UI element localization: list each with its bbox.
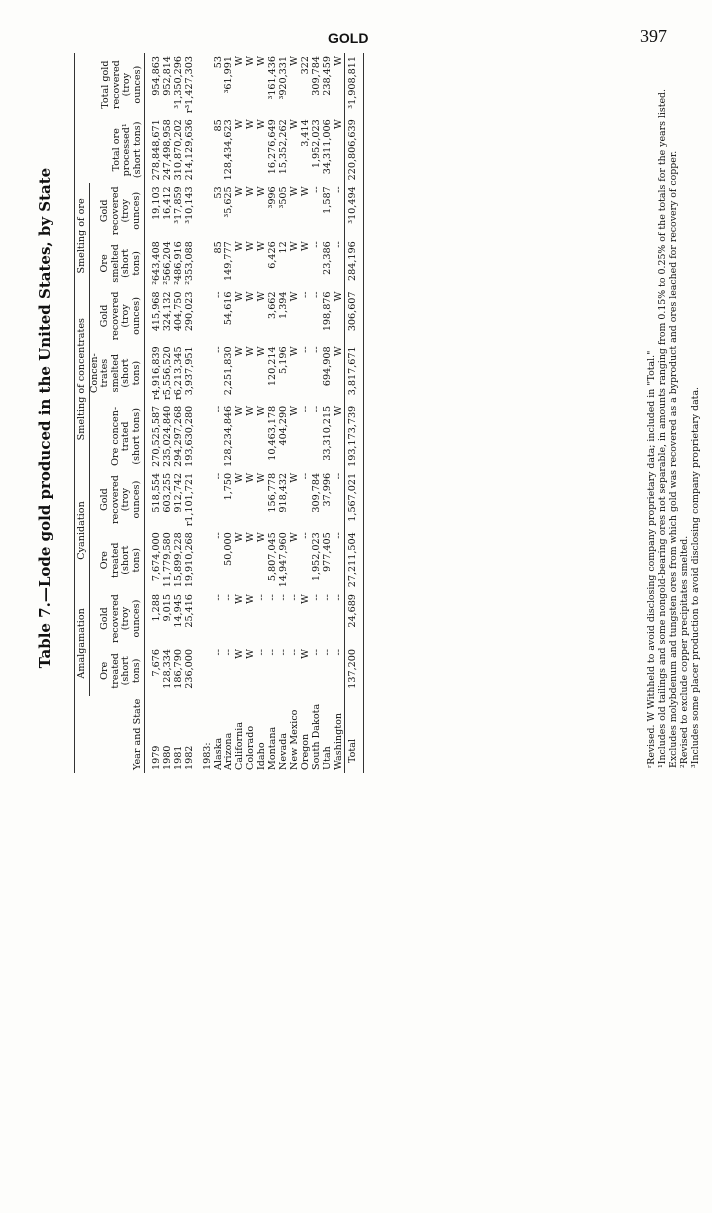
- row-label: Alaska: [212, 737, 224, 770]
- table-footnotes: [646, 48, 701, 768]
- table-cell: --: [321, 649, 333, 656]
- row-label: South Dakota: [310, 703, 322, 770]
- table-cell: --: [299, 291, 311, 298]
- table-cell: --: [223, 649, 235, 656]
- table-cell: 310,870,202: [172, 119, 184, 181]
- table-cell: r³1,427,303: [183, 56, 195, 114]
- table-cell: W: [288, 472, 300, 483]
- table-cell: r4,916,839: [151, 346, 162, 400]
- col-total-gold: Total gold recovered (troy ounces): [75, 53, 145, 116]
- table-cell: W: [245, 532, 257, 543]
- table-cell: 1,394: [277, 291, 289, 319]
- table-cell: 7,676: [151, 649, 162, 677]
- table-cell: W: [245, 56, 257, 66]
- table-cell: ³10,494: [345, 183, 359, 238]
- row-label: 1981: [172, 745, 184, 770]
- row-label: Idaho: [256, 742, 268, 770]
- table-cell: W: [234, 594, 246, 604]
- footnote-revised: ʳRevised. W Withheld to avoid disclosing company proprietary data; included in "Total.": [646, 350, 657, 768]
- table-cell: 918,432: [277, 472, 289, 513]
- table-cell: --: [299, 405, 311, 413]
- table-cell: 404,290: [277, 405, 289, 446]
- table-cell: 5,196: [277, 346, 289, 374]
- table-cell: ³161,436: [267, 56, 279, 100]
- table-cell: --: [212, 594, 224, 601]
- table-cell: --: [332, 532, 344, 539]
- running-header-section: GOLD: [328, 30, 369, 46]
- table-cell: --: [267, 594, 279, 601]
- row-label: Arizona: [223, 732, 235, 770]
- table-cell: --: [212, 472, 224, 480]
- table-cell: W: [245, 186, 257, 197]
- table-cell: --: [212, 346, 224, 353]
- table-cell: 15,352,262: [277, 119, 289, 175]
- table-cell: W: [245, 291, 257, 302]
- table-cell: W: [256, 532, 268, 543]
- table-cell: 309,784: [310, 472, 322, 513]
- table-row-south-dakota: [312, 53, 323, 773]
- row-label: 1982: [183, 745, 195, 770]
- table-cell: 15,899,228: [172, 532, 184, 588]
- table-cell: --: [310, 241, 322, 248]
- table-cell: W: [234, 186, 246, 197]
- group-smelting-concentrates: Smelting of concentrates: [75, 288, 90, 469]
- table-cell: W: [288, 186, 300, 197]
- table-cell: 3,662: [267, 291, 279, 319]
- rotated-table-sheet: [36, 48, 706, 788]
- col-concentrates-smelted: Concen-trates smelted (short tons): [89, 343, 145, 402]
- table-cell: ³1,350,296: [172, 56, 184, 109]
- footnote-2: ²Revised to exclude copper precipitates smelted.: [679, 535, 690, 768]
- table-cell: 415,968: [151, 291, 162, 332]
- table-cell: 694,908: [321, 346, 333, 387]
- table-cell: --: [332, 649, 344, 656]
- table-cell: 3,937,951: [183, 346, 195, 396]
- table-cell: --: [310, 186, 322, 193]
- table-cell: --: [212, 291, 224, 298]
- table-cell: 324,132: [161, 291, 173, 332]
- group-smelting-ore: Smelting of ore: [75, 183, 90, 288]
- table-cell: 1,952,023: [310, 119, 322, 169]
- table-cell: 156,778: [267, 472, 279, 513]
- table-cell: --: [332, 241, 344, 248]
- table-cell: --: [277, 594, 289, 601]
- table-cell: 19,103: [151, 186, 162, 220]
- row-label: Montana: [267, 726, 279, 770]
- table-cell: 236,000: [183, 649, 195, 689]
- table-row-total: [345, 53, 359, 773]
- table-cell: --: [332, 186, 344, 193]
- table-cell: --: [267, 649, 279, 656]
- table-cell: ³17,859: [172, 186, 184, 224]
- row-label: 1980: [161, 745, 173, 770]
- table-cell: W: [288, 241, 300, 252]
- table-cell: 50,000: [223, 532, 235, 566]
- col-conc-gold: Gold recovered (troy ounces): [89, 288, 145, 343]
- table-cell: W: [256, 346, 268, 357]
- table-cell: W: [332, 56, 344, 66]
- table-cell: W: [288, 532, 300, 543]
- table-cell: 186,790: [172, 649, 184, 689]
- table-cell: 247,498,958: [161, 119, 173, 181]
- table-cell: 294,297,268: [172, 405, 184, 467]
- table-cell: W: [245, 405, 257, 416]
- table-cell: 603,255: [161, 472, 173, 513]
- table-cell: 518,554: [151, 472, 162, 513]
- table-cell: W: [234, 56, 246, 66]
- table-cell: W: [234, 241, 246, 252]
- table-cell: 128,434,623: [223, 119, 235, 181]
- table-cell: W: [288, 291, 300, 302]
- table-cell: ³10,143: [183, 186, 195, 224]
- table-cell: W: [245, 594, 257, 604]
- table-cell: W: [332, 119, 344, 130]
- table-cell: 284,196: [345, 238, 359, 288]
- table-cell: --: [299, 346, 311, 353]
- table-cell: 85: [212, 241, 224, 254]
- table-cell: W: [288, 405, 300, 416]
- table-cell: 193,173,739: [345, 403, 359, 470]
- table-cell: --: [223, 594, 235, 601]
- table-cell: 53: [212, 186, 224, 199]
- col-amal-ore: Ore treated (short tons): [89, 646, 145, 696]
- table-cell: W: [245, 241, 257, 252]
- col-ore-concentrated: Ore concen-trated (short tons): [89, 403, 145, 470]
- table-cell: 14,947,960: [277, 532, 289, 588]
- table-cell: W: [234, 472, 246, 483]
- table-cell: 193,630,280: [183, 405, 195, 467]
- col-cyan-ore: Ore treated (short tons): [89, 529, 145, 591]
- table-cell: --: [299, 472, 311, 480]
- table-cell: W: [245, 472, 257, 483]
- table-cell: 912,742: [172, 472, 184, 513]
- table-cell: ³920,331: [277, 56, 289, 100]
- table-cell: 954,863: [151, 56, 162, 96]
- row-label: Oregon: [299, 733, 311, 770]
- row-label: Total: [345, 696, 359, 773]
- table-cell: 16,276,649: [267, 119, 279, 175]
- table-cell: 7,674,000: [151, 532, 162, 582]
- row-label: New Mexico: [288, 709, 300, 770]
- row-label: California: [234, 721, 246, 770]
- table-cell: 12: [277, 241, 289, 254]
- table-cell: W: [288, 119, 300, 130]
- year-1983-heading-row: [203, 53, 214, 773]
- table-cell: 322: [299, 56, 311, 75]
- table-cell: 128,234,846: [223, 405, 235, 467]
- table-cell: 1,567,021: [345, 470, 359, 529]
- table-cell: 23,386: [321, 241, 333, 275]
- table-cell: 238,459: [321, 56, 333, 96]
- table-cell: --: [288, 649, 300, 656]
- table-cell: --: [332, 472, 344, 480]
- table-cell: ³996: [267, 186, 279, 209]
- table-cell: --: [212, 649, 224, 656]
- table-cell: W: [256, 56, 268, 66]
- table-cell: --: [256, 594, 268, 601]
- col-ore-smelted: Ore smelted (short tons): [89, 238, 145, 288]
- table-cell: 309,784: [310, 56, 322, 96]
- table-cell: 34,311,006: [321, 119, 333, 175]
- table-cell: W: [299, 594, 311, 604]
- row-label: Washington: [332, 712, 344, 770]
- table-cell: --: [288, 594, 300, 601]
- table-cell: 24,689: [345, 591, 359, 646]
- table-cell: W: [234, 532, 246, 543]
- table-title: Table 7.—Lode gold produced in the United States, by State: [36, 167, 54, 669]
- lode-gold-table: [74, 53, 364, 773]
- table-cell: --: [212, 405, 224, 413]
- table-cell: W: [234, 346, 246, 357]
- table-cell: --: [299, 532, 311, 539]
- table-cell: ³61,991: [223, 56, 235, 94]
- table-cell: ²353,088: [183, 241, 195, 285]
- table-cell: 235,024,840: [161, 405, 173, 467]
- table-cell: 404,750: [172, 291, 184, 332]
- table-cell: 220,806,639: [345, 116, 359, 183]
- col-cyan-gold: Gold recovered (troy ounces): [89, 470, 145, 529]
- table-cell: W: [288, 346, 300, 357]
- row-label: Utah: [321, 746, 333, 770]
- table-cell: 2,251,830: [223, 346, 235, 396]
- table-cell: --: [310, 594, 322, 601]
- table-cell: 149,777: [223, 241, 235, 281]
- group-amalgamation: Amalgamation: [75, 591, 90, 696]
- page-number: 397: [640, 26, 667, 46]
- table-cell: 278,848,671: [151, 119, 162, 181]
- table-cell: W: [288, 56, 300, 66]
- table-cell: 3,817,671: [345, 343, 359, 402]
- table-cell: W: [245, 649, 257, 659]
- row-label: Colorado: [245, 725, 257, 770]
- footnote-3: ³Includes some placer production to avoid disclosing company proprietary data.: [690, 386, 701, 768]
- row-label: 1979: [151, 745, 162, 770]
- table-cell: --: [212, 532, 224, 539]
- col-smelt-gold: Gold recovered (troy ounces): [89, 183, 145, 238]
- table-cell: W: [234, 291, 246, 302]
- table-cell: W: [299, 649, 311, 659]
- col-total-ore: Total ore processed¹ (short tons): [75, 116, 145, 183]
- table-cell: 1,288: [151, 594, 162, 622]
- table-cell: 306,607: [345, 288, 359, 343]
- table-cell: --: [256, 649, 268, 656]
- table-cell: W: [234, 649, 246, 659]
- table-cell: ²566,204: [161, 241, 173, 285]
- table-cell: 1,750: [223, 472, 235, 501]
- table-cell: 85: [212, 119, 224, 132]
- table-row-1982: [185, 53, 196, 773]
- table-cell: 5,807,045: [267, 532, 279, 582]
- table-row-new-mexico: [290, 53, 301, 773]
- table-cell: 19,910,268: [183, 532, 195, 588]
- table-cell: ²643,408: [151, 241, 162, 285]
- table-cell: W: [332, 346, 344, 357]
- table-cell: 33,310,215: [321, 405, 333, 461]
- row-label: Nevada: [277, 732, 289, 770]
- table-cell: W: [299, 241, 311, 252]
- table-cell: 9,015: [161, 594, 173, 622]
- table-row-washington: [334, 53, 345, 773]
- table-cell: 16,412: [161, 186, 173, 220]
- table-cell: r5,556,520: [161, 346, 173, 400]
- table-cell: W: [256, 119, 268, 130]
- table-cell: 270,525,587: [151, 405, 162, 467]
- table-cell: ³505: [277, 186, 289, 209]
- table-cell: 198,876: [321, 291, 333, 332]
- table-cell: r6,213,345: [172, 346, 184, 400]
- table-cell: 10,463,178: [267, 405, 279, 461]
- table-cell: --: [277, 649, 289, 656]
- table-cell: 25,416: [183, 594, 195, 628]
- table-cell: W: [256, 241, 268, 252]
- table-cell: 6,426: [267, 241, 279, 269]
- table-cell: ²486,916: [172, 241, 184, 285]
- table-cell: 27,211,504: [345, 529, 359, 591]
- table-cell: --: [310, 405, 322, 413]
- table-cell: ³5,625: [223, 186, 235, 218]
- col-amal-gold: Gold recovered (troy ounces): [89, 591, 145, 646]
- year-1983-label: 1983:: [201, 742, 213, 770]
- table-cell: --: [310, 649, 322, 656]
- group-cyanidation: Cyanidation: [75, 470, 90, 591]
- table-cell: --: [310, 291, 322, 298]
- table-cell: --: [310, 346, 322, 353]
- table-cell: W: [256, 186, 268, 197]
- table-cell: W: [256, 405, 268, 416]
- table-cell: 137,200: [345, 646, 359, 696]
- table-cell: 37,996: [321, 472, 333, 507]
- table-cell: 952,814: [161, 56, 173, 96]
- table-cell: --: [332, 594, 344, 601]
- table-cell: W: [234, 405, 246, 416]
- table-cell: W: [256, 291, 268, 302]
- table-cell: 214,129,636: [183, 119, 195, 181]
- table-cell: W: [245, 119, 257, 130]
- table-cell: 53: [212, 56, 224, 69]
- table-cell: ³1,908,811: [345, 53, 359, 116]
- table-cell: 3,414: [299, 119, 311, 147]
- footnote-1: ¹Includes old tailings and some nongold-bearing ores not separable, in amounts ranging from 0.15% to 0.25% of the totals for the years listed. Excludes molybdenum and tungsten ores from which gold was recovered as a byproduct and ores leached for recovery of copper.: [657, 89, 679, 768]
- table-cell: W: [245, 346, 257, 357]
- table-cell: 1,587: [321, 186, 333, 214]
- table-cell: 54,616: [223, 291, 235, 326]
- table-cell: --: [321, 594, 333, 601]
- table-cell: W: [299, 186, 311, 197]
- table-row-utah: [323, 53, 334, 773]
- table-cell: r1,101,721: [183, 472, 195, 527]
- col-year-state: Year and State: [75, 696, 145, 773]
- table-cell: 11,779,580: [161, 532, 173, 588]
- table-cell: W: [332, 291, 344, 302]
- table-cell: 1,952,023: [310, 532, 322, 582]
- table-cell: W: [332, 405, 344, 416]
- table-cell: W: [234, 119, 246, 130]
- table-cell: 120,214: [267, 346, 279, 387]
- table-cell: 290,023: [183, 291, 195, 332]
- table-cell: W: [256, 472, 268, 483]
- table-cell: 977,405: [321, 532, 333, 572]
- table-cell: 14,945: [172, 594, 184, 628]
- table-cell: 128,334: [161, 649, 173, 689]
